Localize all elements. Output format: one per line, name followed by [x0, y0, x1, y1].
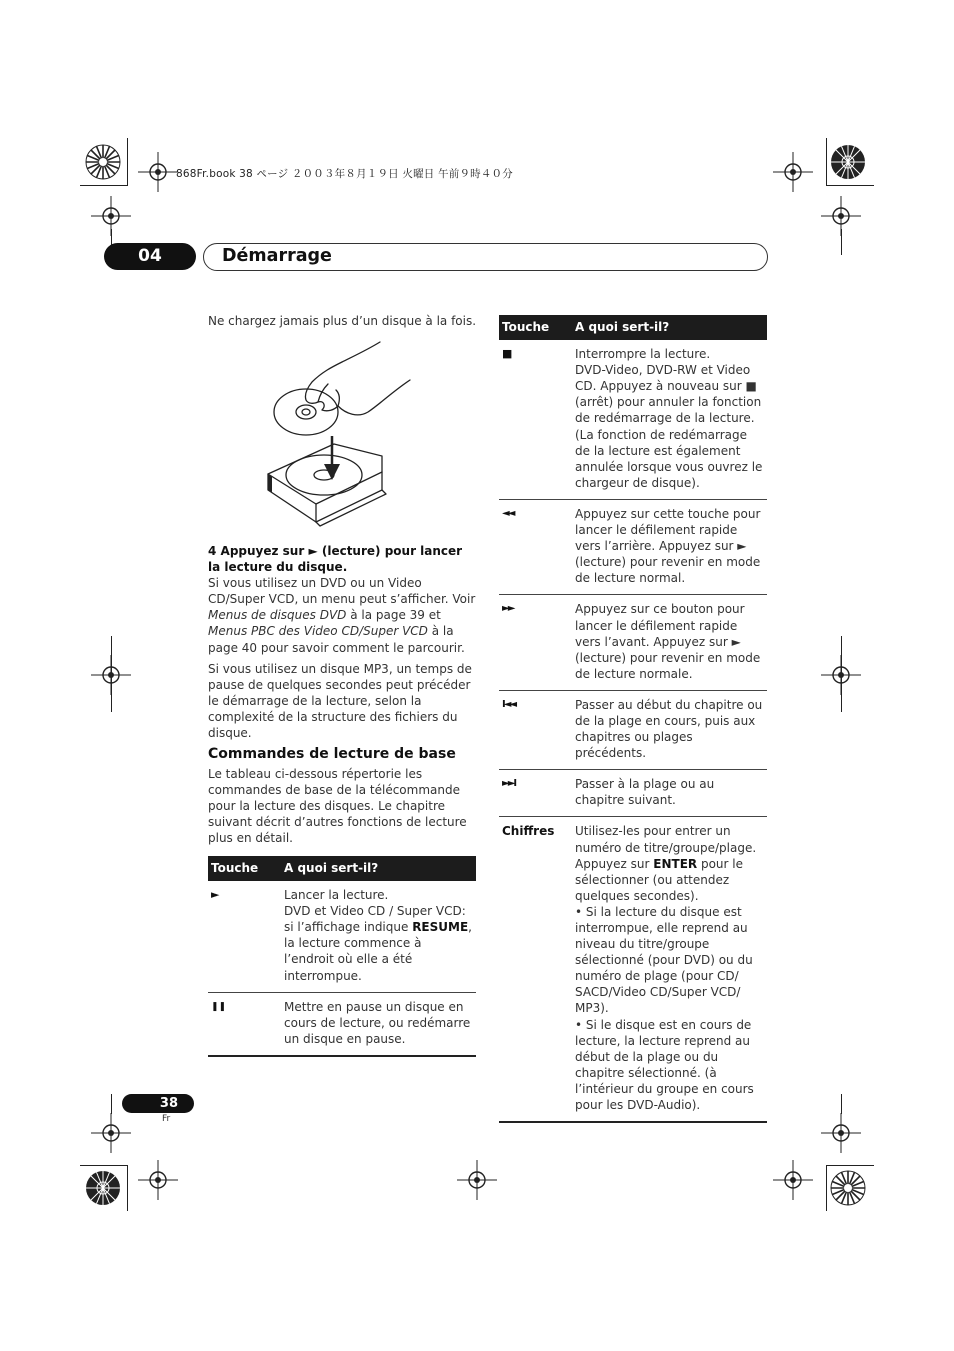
guide-line [841, 229, 842, 255]
section-heading: Commandes de lecture de base [208, 746, 456, 762]
section-body: Le tableau ci-dessous répertorie les commandes de base de la télécommande pour la lecture des disques. Le chapitre suivant décrit d’autres fonctions de lecture plus en détail. [208, 767, 467, 846]
column-header-purpose: A quoi sert-il? [572, 315, 767, 340]
crop-mark [826, 1165, 827, 1211]
table-row [208, 992, 476, 1056]
guide-line [111, 1094, 112, 1114]
step-4 [208, 543, 478, 741]
table-row [208, 881, 476, 992]
row-description: Interrompre la lecture. DVD-Video, DVD-RW et Video CD. Appuyez à nouveau sur ■ (arrêt) pour annuler la fonction de redémarrage de la lecture. (La fonction de redémarrage de la lecture est également annulée lorsque vous ouvrez le chargeur de disque). [572, 340, 767, 499]
table-row [499, 595, 767, 690]
chapter-title: Démarrage [222, 246, 332, 266]
intro-text: Ne chargez jamais plus d’un disque à la fois. [208, 314, 477, 328]
previous-track-icon: I◄◄ [499, 690, 572, 769]
table-row [499, 340, 767, 499]
crop-mark [826, 1165, 874, 1166]
disc-loading-illustration [262, 340, 422, 532]
registration-crosshair-icon [821, 1113, 861, 1153]
next-track-icon: ►►I [499, 770, 572, 817]
row-description: Lancer la lecture. DVD et Video CD / Super VCD: si l’affichage indique RESUME, la lecture commence à l’endroit où elle a été interrompue. [281, 881, 476, 992]
registration-starburst-icon [829, 1169, 867, 1207]
row-description: Appuyez sur cette touche pour lancer le défilement rapide vers l’arrière. Appuyez sur ► (lecture) pour revenir en mode de lecture normal. [572, 499, 767, 594]
stop-icon: ■ [499, 340, 572, 499]
crop-mark [826, 185, 874, 186]
guide-line [841, 636, 842, 712]
table-row [499, 690, 767, 769]
step-4-para1: Si vous utilisez un DVD ou un Video CD/Super VCD, un menu peut s’afficher. Voir Menus de disques DVD à la page 39 et Menus PBC des Video CD/Super VCD à la page 40 pour savoir comment le parcourir. [208, 576, 476, 655]
fast-forward-icon: ►► [499, 595, 572, 690]
pause-icon: ❚❚ [208, 992, 281, 1056]
table-header [499, 315, 767, 340]
basic-commands-table-2 [499, 315, 767, 1123]
page-number-badge [122, 1094, 194, 1113]
registration-crosshair-icon [138, 1160, 178, 1200]
registration-crosshair-icon [91, 1113, 131, 1153]
table-row [499, 770, 767, 817]
column-header-key: Touche [208, 856, 281, 881]
row-description: Passer à la plage ou au chapitre suivant. [572, 770, 767, 817]
registration-crosshair-icon [457, 1160, 497, 1200]
basic-commands-table-1 [208, 856, 476, 1057]
step-4-heading: 4 Appuyez sur ► (lecture) pour lancer la lecture du disque. [208, 544, 463, 575]
file-header: 868Fr.book 38 ページ ２００３年８月１９日 火曜日 午前９時４０分 [176, 168, 513, 180]
registration-starburst-icon [84, 1169, 122, 1207]
row-description: Utilisez-les pour entrer un numéro de titre/groupe/plage. Appuyez sur ENTER pour le sélectionner (ou attendez quelques secondes). • Si la lecture du disque est interrompue, elle reprend au niveau du titre/groupe sélectionné (pour DVD) ou du numéro de plage (pour CD/ SACD/Video CD/Super VCD/ MP3). • Si le disque est en cours de lecture, la lecture reprend au début de la plage ou du chapitre sélectionné. (à l’intérieur du groupe en cours pour les DVD-Audio). [572, 817, 767, 1122]
table-row [499, 817, 767, 1122]
column-header-key: Touche [499, 315, 572, 340]
play-icon: ► [208, 881, 281, 992]
table-header [208, 856, 476, 881]
registration-starburst-icon [829, 143, 867, 181]
registration-crosshair-icon [773, 1160, 813, 1200]
row-description: Passer au début du chapitre ou de la plage en cours, puis aux chapitres ou plages précédents. [572, 690, 767, 769]
crop-mark [826, 138, 827, 186]
table-row [499, 499, 767, 594]
page-number: 38 [159, 1096, 178, 1111]
column-header-purpose: A quoi sert-il? [281, 856, 476, 881]
step-4-para2: Si vous utilisez un disque MP3, un temps de pause de quelques secondes peut précéder le démarrage de la lecture, selon la complexité de la structure des fichiers du disque. [208, 661, 472, 741]
crop-mark [80, 185, 128, 186]
crop-mark [127, 1165, 128, 1211]
registration-crosshair-icon [138, 152, 178, 192]
row-description: Mettre en pause un disque en cours de lecture, ou redémarre un disque en pause. [281, 992, 476, 1056]
crop-mark [127, 138, 128, 186]
guide-line [841, 1094, 842, 1114]
guide-line [111, 636, 112, 712]
page-language: Fr [162, 1114, 171, 1124]
chapter-number: 04 [104, 243, 196, 270]
row-key-label: Chiffres [499, 817, 572, 1122]
registration-crosshair-icon [773, 152, 813, 192]
registration-starburst-icon [84, 143, 122, 181]
row-description: Appuyez sur ce bouton pour lancer le défilement rapide vers l’avant. Appuyez sur ► (lecture) pour revenir en mode de lecture normale. [572, 595, 767, 690]
rewind-icon: ◄◄ [499, 499, 572, 594]
crop-mark [80, 1165, 128, 1166]
